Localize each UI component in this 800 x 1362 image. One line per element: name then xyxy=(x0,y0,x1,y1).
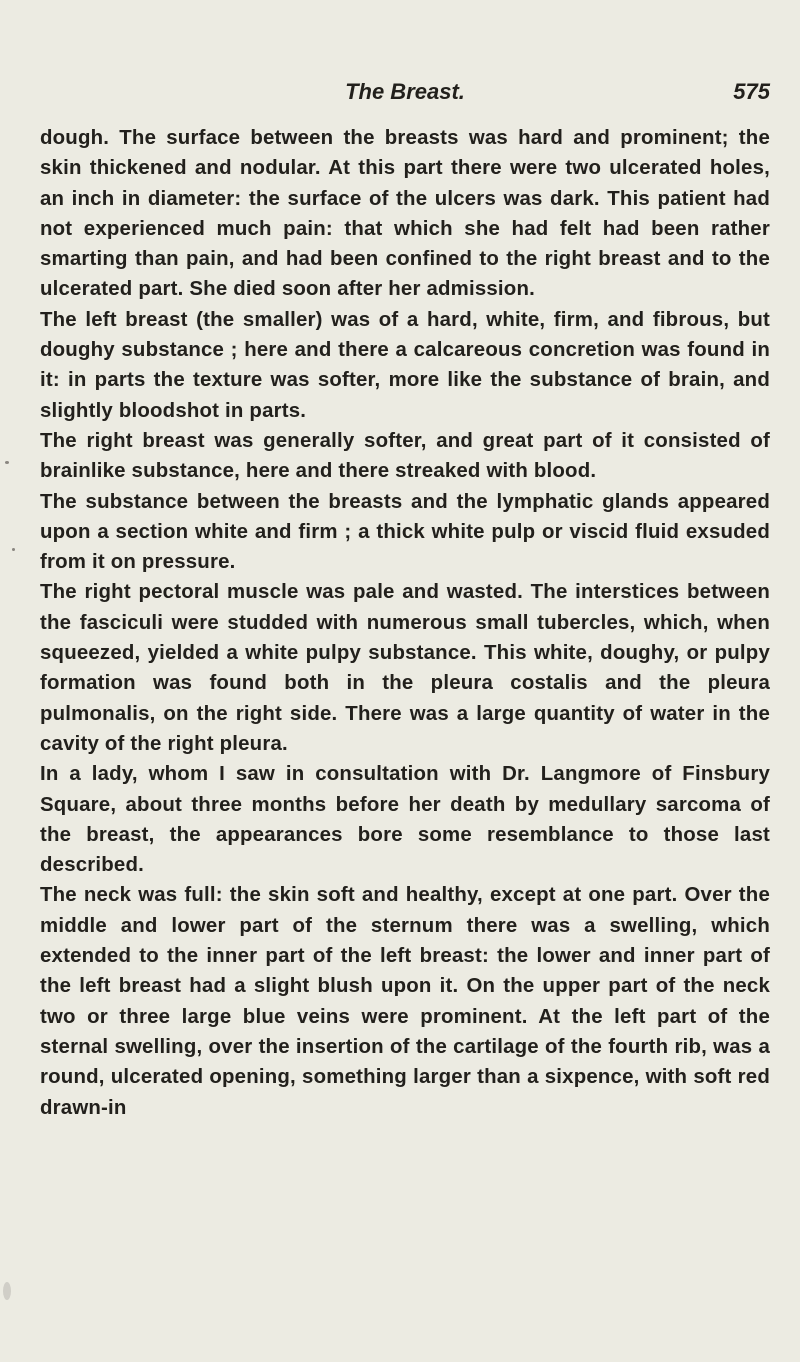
paper-speck xyxy=(3,1282,11,1300)
paragraph-4: The substance between the breasts and the lymphatic glands appeared upon a section white and firm ; a thick white pulp or viscid fluid exsuded from it on pressure. xyxy=(40,490,770,574)
running-title: The Breast. xyxy=(345,79,465,104)
body-text xyxy=(40,123,770,1123)
paper-speck xyxy=(5,461,9,464)
paragraph-7: The neck was full: the skin soft and healthy, except at one part. Over the middle and lower part of the sternum there was a swelling, which extended to the inner part of the left breast: the lower and inner part of the left breast had a slight blush upon it. On the upper part of the neck two or three large blue veins were prominent. At the left part of the sternal swelling, over the insertion of the cartilage of the fourth rib, was a round, ulcerated opening, something larger than a sixpence, with soft red drawn-in xyxy=(40,884,770,1119)
paragraph-6: In a lady, whom I saw in consultation with Dr. Langmore of Finsbury Square, about three months before her death by medullary sarcoma of the breast, the appearances bore some resemblance to those last described. xyxy=(40,763,770,877)
paragraph-3: The right breast was generally softer, and great part of it consisted of brainlike substance, here and there streaked with blood. xyxy=(40,429,770,483)
paper-speck xyxy=(12,548,15,551)
paragraph-1: dough. The surface between the breasts was hard and prominent; the skin thickened and nodular. At this part there were two ulcerated holes, an inch in diameter: the surface of the ulcers was dark. This patient had not experienced much pain: that which she had felt had been rather smarting than pain, and had been confined to the right breast and to the ulcerated part. She died soon after her admission. xyxy=(40,127,770,301)
page-header xyxy=(40,77,770,107)
page-number: 575 xyxy=(733,79,770,104)
paragraph-2: The left breast (the smaller) was of a hard, white, firm, and fibrous, but doughy substance ; here and there a calcareous concretion was found in it: in parts the texture was softer, more like the substance of brain, and slightly bloodshot in parts. xyxy=(40,308,770,422)
paragraph-5: The right pectoral muscle was pale and wasted. The interstices between the fasciculi were studded with numerous small tubercles, which, when squeezed, yielded a white pulpy substance. This white, doughy, or pulpy formation was found both in the pleura costalis and the pleura pulmonalis, on the right side. There was a large quantity of water in the cavity of the right pleura. xyxy=(40,581,770,755)
